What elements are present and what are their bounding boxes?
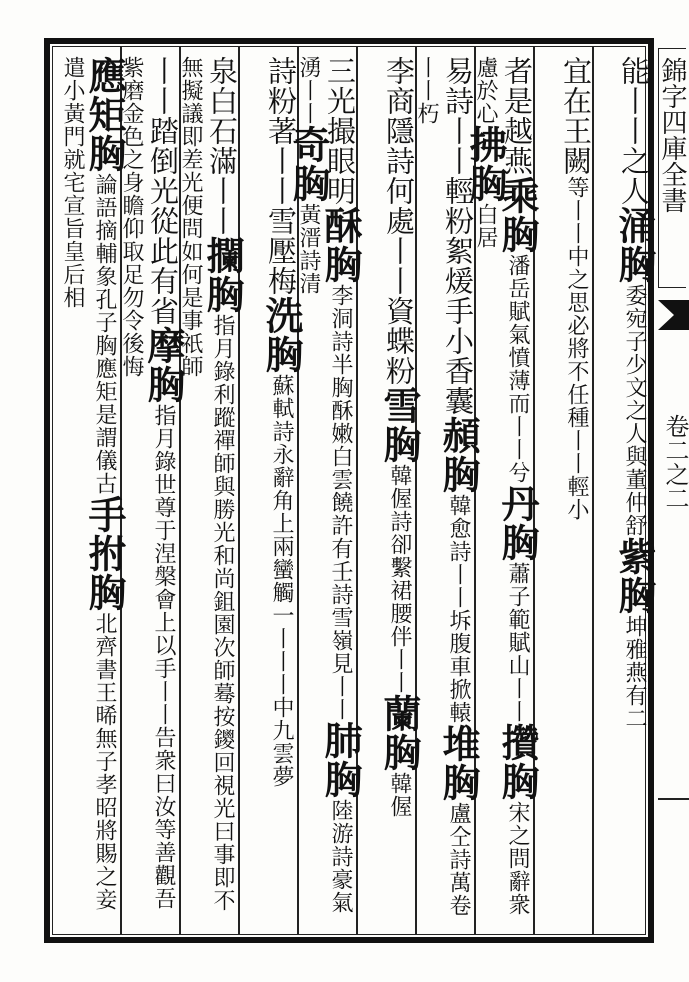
headword: 涌胸 <box>612 206 657 284</box>
text-column-10 <box>58 56 127 932</box>
annotation-text: 韓愈詩丨丨坼腹車掀轅 <box>446 494 471 724</box>
annotation-text: 蕭子範賦山丨丨 <box>505 562 530 723</box>
annotation-text: 韓偓詩卻繫裙腰伴丨丨 <box>387 464 412 694</box>
headword: 應矩胸 <box>82 56 127 173</box>
annotation-text: 論語摘輔象孔子胸應矩是謂儀古 <box>92 173 117 495</box>
text-column-9 <box>119 56 186 932</box>
body-text: 詩粉著丨 <box>264 56 298 176</box>
body-text: 李商隱詩何處丨丨資蝶粉 <box>382 56 416 386</box>
annotation-text: 北齊書王晞無子孝昭將賜之妾遣小黃門就宅宣旨皇后相 <box>60 56 117 911</box>
annotation-text: 李洞詩半胸酥嫩白雲饒許有壬詩雪嶺見丨丨 <box>328 284 353 721</box>
headword: 拂胸 <box>463 125 508 203</box>
annotation-text: 韓偓 <box>387 772 412 818</box>
headword: 紫胸 <box>612 537 657 615</box>
body-text: 泉白石 <box>205 56 239 146</box>
annotation-text: 白居 <box>473 203 498 249</box>
annotation-text: 蘇軾詩永辭角上兩蠻觸一丨丨丨中九雲夢 <box>269 374 294 788</box>
text-column-7 <box>241 56 304 932</box>
text-column-1 <box>594 56 657 932</box>
text-column-5 <box>359 56 422 932</box>
fishtail-mark <box>658 300 689 330</box>
headword: 雪胸 <box>377 386 422 464</box>
body-text: 滿丨丨 <box>205 146 239 236</box>
annotation-text: 盧仝詩萬卷丨丨朽 <box>414 56 471 917</box>
body-text: 眼明 <box>323 146 357 206</box>
headword: 乘胸 <box>495 176 540 254</box>
annotation-text: 宋之問辭衆慮於心 <box>473 56 530 916</box>
annotation-text: 等丨丨中之思必將不任 <box>564 176 589 406</box>
annotation-text: 指月錄世尊于涅槃會上以手丨丨告衆曰汝等善觀吾紫磨金色之身瞻仰取足勿令後悔 <box>119 56 176 910</box>
text-column-2 <box>536 56 592 932</box>
body-text: 越燕 <box>500 116 534 176</box>
book-title: 錦字四庫全書 <box>658 48 686 288</box>
annotation-text: 黃溍詩清 <box>296 203 321 295</box>
body-text: 丨丨踏倒光 <box>146 56 180 206</box>
body-text: 從此有省 <box>146 206 180 326</box>
annotation-text: 種丨丨輕小 <box>564 406 589 521</box>
body-text: 三光撮 <box>323 56 357 146</box>
text-column-3 <box>463 56 540 932</box>
headword: 丹胸 <box>495 484 540 562</box>
headword: 酥胸 <box>318 206 363 284</box>
headword: 攢胸 <box>495 723 540 801</box>
annotation-text: 陸游詩豪氣湧丨丨 <box>296 56 353 914</box>
headword: 堆胸 <box>436 724 481 802</box>
body-text: 者是 <box>500 56 534 116</box>
body-text: 能 <box>617 56 651 86</box>
headword: 攔胸 <box>200 236 245 314</box>
annotation-text: 潘岳賦氣憤薄而丨丨兮 <box>505 254 530 484</box>
body-text: 宜在王闕 <box>559 56 593 176</box>
body-text: 丨丨之人 <box>617 86 651 206</box>
banderole-rule <box>658 798 689 800</box>
headword: 摩胸 <box>141 326 186 404</box>
headword: 手拊胸 <box>82 495 127 612</box>
annotation-text: 指月錄利蹤禪師與勝光和尚鉏園次師蓦按鑁回視光曰事即不無擬議即差光便問如何是事祇師 <box>178 56 235 912</box>
headword: 蘭胸 <box>377 694 422 772</box>
headword: 肺胸 <box>318 721 363 799</box>
volume-label: 卷二之二 <box>661 414 689 510</box>
headword: 頳胸 <box>436 416 481 494</box>
headword: 奇胸 <box>286 125 331 203</box>
text-column-4 <box>414 56 481 932</box>
body-text: 丨雪壓梅 <box>264 176 298 296</box>
text-column-8 <box>178 56 245 932</box>
annotation-text: 委宛子少文之人與董仲舒 <box>622 284 647 537</box>
text-column-6 <box>286 56 363 932</box>
headword: 洗胸 <box>259 296 304 374</box>
annotation-text: 坤雅燕有二 <box>622 615 647 730</box>
body-text: 易詩丨丨輕粉絮煖手小香囊 <box>441 56 475 416</box>
